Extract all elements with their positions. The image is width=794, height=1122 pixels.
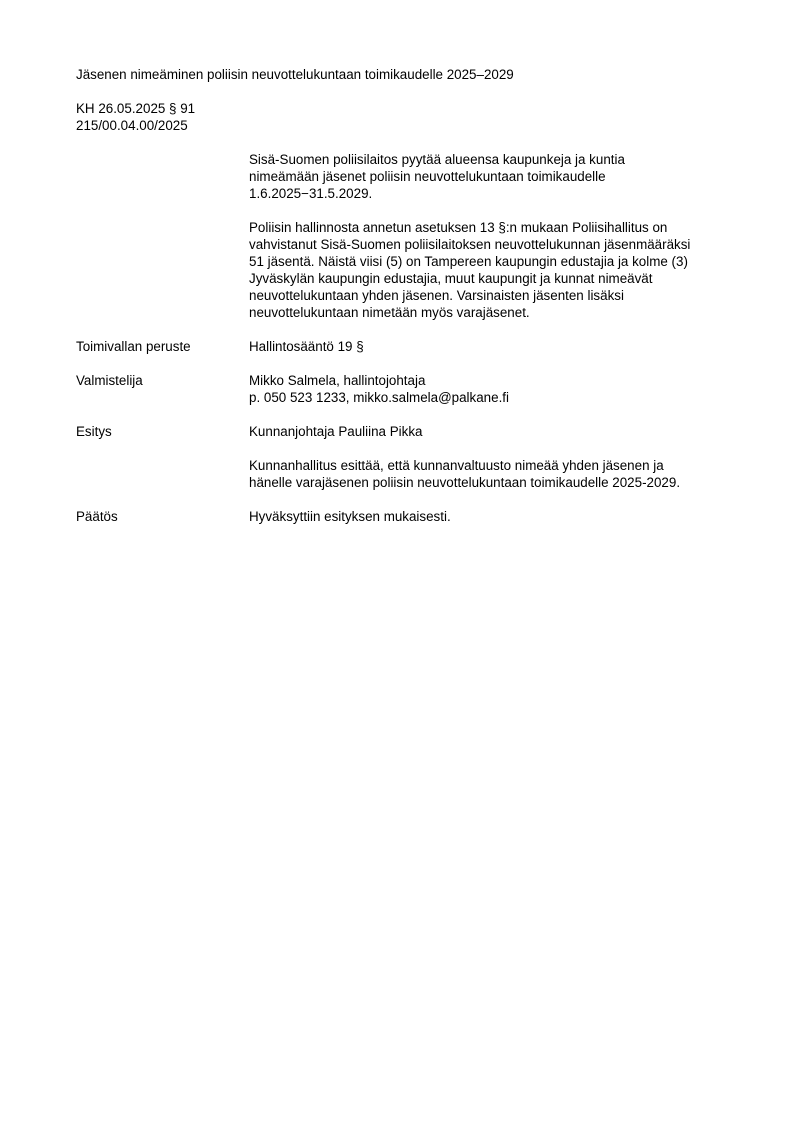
- text-line: 1.6.2025−31.5.2029.: [249, 186, 373, 201]
- intro-paragraph-2: [249, 219, 749, 321]
- intro-section: [249, 151, 749, 338]
- text-line: Kunnanhallitus esittää, että kunnanvaltuusto nimeää yhden jäsenen ja: [249, 458, 664, 473]
- text-line: 51 jäsentä. Näistä viisi (5) on Tampereen kaupungin edustajia ja kolme (3): [249, 254, 688, 269]
- proposal-label: Esitys: [76, 424, 112, 439]
- preparer-contact: p. 050 523 1233, mikko.salmela@palkane.fi: [249, 390, 509, 405]
- proposal-text: [249, 457, 749, 491]
- record-id: 215/00.04.00/2025: [76, 118, 188, 133]
- document-meta: [76, 100, 195, 134]
- text-line: Sisä-Suomen poliisilaitos pyytää alueensa kaupunkeja ja kuntia: [249, 152, 625, 167]
- decision-value: Hyväksyttiin esityksen mukaisesti.: [249, 509, 451, 524]
- meeting-reference: KH 26.05.2025 § 91: [76, 101, 196, 116]
- text-line: hänelle varajäsenen poliisin neuvottelukuntaan toimikaudelle 2025-2029.: [249, 475, 681, 490]
- text-line: nimeämään jäsenet poliisin neuvottelukuntaan toimikaudelle: [249, 169, 606, 184]
- document-title: Jäsenen nimeäminen poliisin neuvottelukuntaan toimikaudelle 2025–2029: [76, 67, 514, 82]
- preparer-name: Mikko Salmela, hallintojohtaja: [249, 373, 426, 388]
- preparer-label: Valmistelija: [76, 373, 143, 388]
- text-line: Jyväskylän kaupungin edustajia, muut kaupungit ja kunnat nimeävät: [249, 271, 653, 286]
- text-line: neuvottelukuntaan nimetään myös varajäsenet.: [249, 305, 530, 320]
- proposal-value: [249, 423, 749, 508]
- text-line: neuvottelukuntaan yhden jäsenen. Varsinaisten jäsenten lisäksi: [249, 288, 624, 303]
- authority-label: Toimivallan peruste: [76, 339, 191, 354]
- proposal-presenter: Kunnanjohtaja Pauliina Pikka: [249, 424, 423, 439]
- intro-paragraph-1: [249, 151, 749, 202]
- text-line: Poliisin hallinnosta annetun asetuksen 13 §:n mukaan Poliisihallitus on: [249, 220, 668, 235]
- decision-label: Päätös: [76, 509, 118, 524]
- authority-value: Hallintosääntö 19 §: [249, 339, 364, 354]
- preparer-value: [249, 372, 749, 406]
- text-line: vahvistanut Sisä-Suomen poliisilaitoksen neuvottelukunnan jäsenmääräksi: [249, 237, 691, 252]
